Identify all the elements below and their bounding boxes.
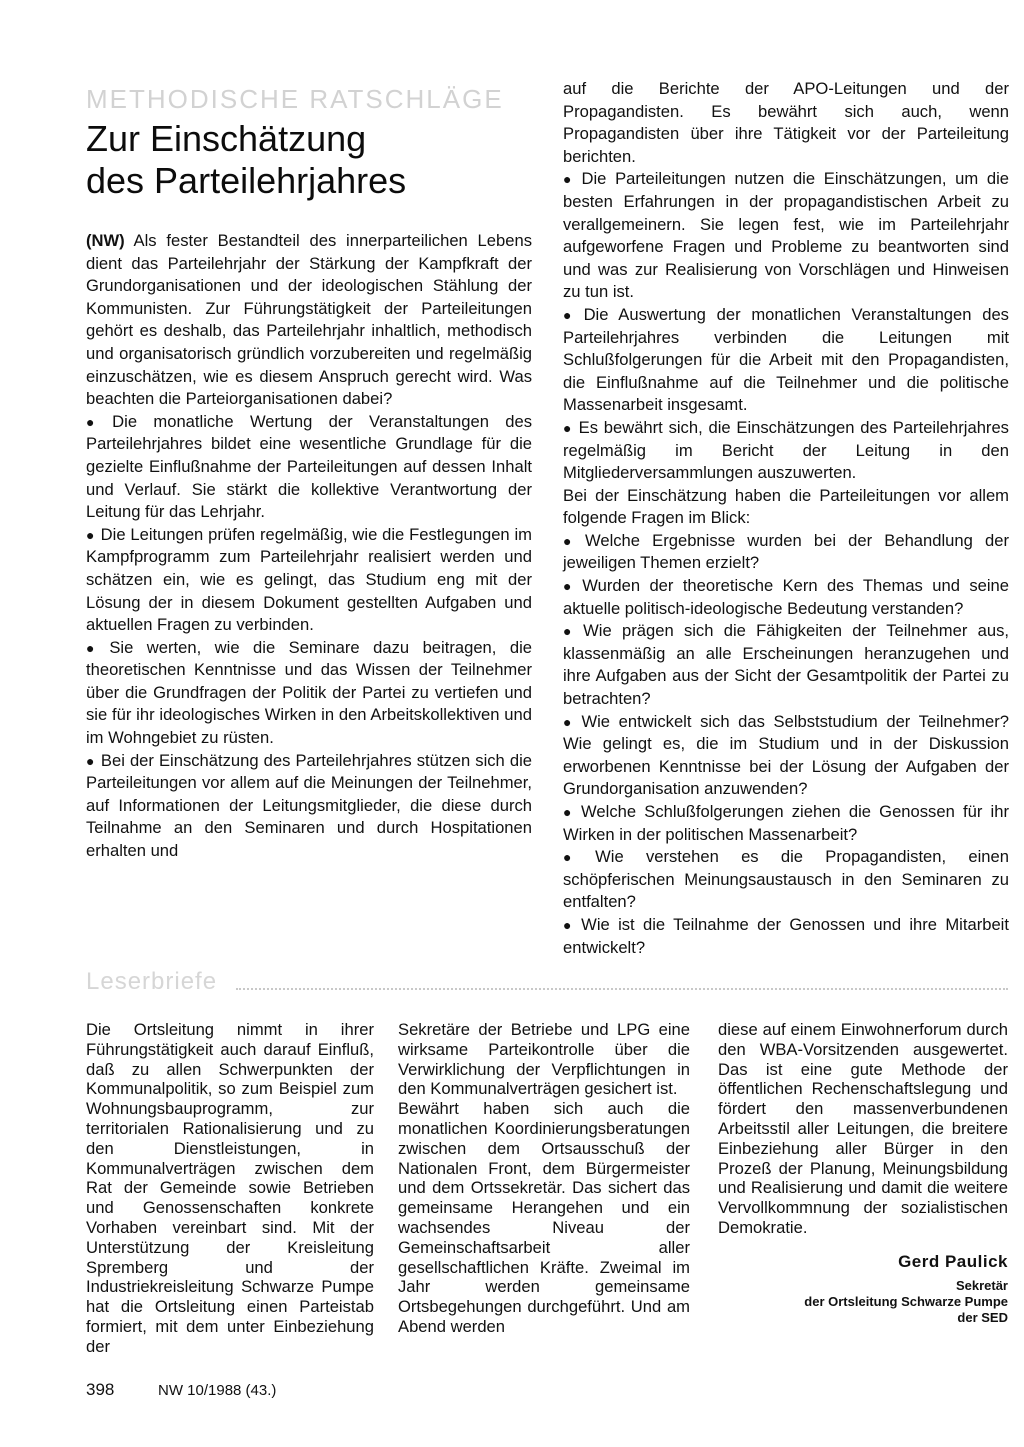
signature-name: Gerd Paulick xyxy=(898,1251,1008,1271)
signature-title-line: der Ortsleitung Schwarze Pumpe xyxy=(804,1293,1008,1309)
bullet-paragraph: ● Wie prägen sich die Fähigkeiten der Teilnehmer aus, klassenmäßig an alle Erscheinungen heranzugehen und ihre Aufgaben aus der Sicht der Gesamtpolitik der Partei zu betrachten? xyxy=(563,620,1009,710)
issue-reference: NW 10/1988 (43.) xyxy=(158,1382,277,1399)
letter-paragraph: Sekretäre der Betriebe und LPG eine wirksame Parteikontrolle über die Verwirklichung der Verpflichtungen in den Kommunalverträgen gesichert ist. xyxy=(398,1020,690,1099)
bullet-paragraph: ● Wie ist die Teilnahme der Genossen und ihre Mitarbeit entwickelt? xyxy=(563,914,1009,959)
bullet-paragraph: ● Bei der Einschätzung des Parteilehrjahres stützen sich die Parteileitungen vor allem auf die Meinungen der Teilnehmer, auf Informationen der Leitungsmitglieder, die diese durch Teilnahme an den Seminaren und durch Hospitationen erhalten und xyxy=(86,750,532,863)
intro-lead: (NW) xyxy=(86,231,125,250)
signature-title-line: der SED xyxy=(957,1309,1008,1325)
bullet-paragraph: ● Welche Schlußfolgerungen ziehen die Genossen für ihr Wirken in der politischen Massenarbeit? xyxy=(563,801,1009,846)
bullet-paragraph: ● Die monatliche Wertung der Veranstaltungen des Parteilehrjahres bildet eine wesentliche Grundlage für die gezielte Einflußnahme der Parteileitungen auf dessen Inhalt und Verlauf. Sie stärkt die kollektive Verantwortung der Leitung für das Lehrjahr. xyxy=(86,411,532,524)
letter-column-3 xyxy=(718,1020,1008,1326)
title-line-1: Zur Einschätzung xyxy=(86,118,367,159)
bullet-paragraph: ● Die Auswertung der monatlichen Veranstaltungen des Parteilehrjahres verbinden die Leitungen mit Schlußfolgerungen für die Arbeit mit den Propagandisten, die Einflußnahme auf die Teilnehmer und die politische Massenarbeit insgesamt. xyxy=(563,304,1009,417)
letter-paragraph: Bewährt haben sich auch die monatlichen Koordinierungsberatungen zwischen dem Ortsausschuß der Nationalen Front, dem Bürgermeister und dem Ortssekretär. Das sichert das gemeinsame Herangehen und ein wachsendes Niveau der Gemeinschaftsarbeit aller gesellschaftlichen Kräfte. Zweimal im Jahr werden gemeinsame Ortsbegehungen durchgeführt. Und am Abend werden xyxy=(398,1099,690,1336)
letters-section-header xyxy=(86,968,1008,1000)
letters-section-label: Leserbriefe xyxy=(86,968,218,995)
letter-paragraph: Die Ortsleitung nimmt in ihrer Führungstätigkeit auch darauf Einfluß, daß zu allen Schwerpunkten der Kommunalpolitik, so zum Beispiel zum Wohnungsbauprogramm, zur territorialen Rationalisierung und zu den Dienstleistungen, in Kommunalverträgen zwischen dem Rat der Gemeinde sowie Betrieben und Genossenschaften konkrete Vorhaben vereinbart sind. Mit der Unterstützung der Kreisleitung Spremberg und der Industriekreisleitung Schwarze Pumpe hat die Ortsleitung einen Parteistab formiert, mit dem unter Einbeziehung der xyxy=(86,1020,374,1356)
signature-title-line: Sekretär xyxy=(955,1277,1008,1293)
paragraph: auf die Berichte der APO-Leitungen und der Propagandisten. Es bewährt sich auch, wenn Propagandisten über ihre Tätigkeit vor der Parteileitung berichten. xyxy=(563,79,1009,166)
page-number: 398 xyxy=(86,1380,115,1399)
bullet-paragraph: ● Wurden der theoretische Kern des Themas und seine aktuelle politisch-ideologische Bedeutung verstanden? xyxy=(563,575,1009,620)
article-column-right xyxy=(563,78,1009,959)
dotted-rule xyxy=(236,988,1008,990)
article-column-left xyxy=(86,230,532,863)
bullet-paragraph: ● Wie entwickelt sich das Selbststudium der Teilnehmer? Wie gelingt es, die im Studium und in der Diskussion erworbenen Kenntnisse bei der Lösung der Aufgaben der Grundorganisation anzuwenden? xyxy=(563,711,1009,801)
bullet-paragraph: ● Welche Ergebnisse wurden bei der Behandlung der jeweiligen Themen erzielt? xyxy=(563,530,1009,575)
intro-text: Als fester Bestandteil des innerparteilichen Lebens dient das Parteilehrjahr der Stärkung der Kampfkraft der Grundorganisationen und der ideologischen Stählung der Kommunisten. Zur Führungstätigkeit der Parteileitungen gehört es deshalb, das Parteilehrjahr inhaltlich, methodisch und organisatorisch gründlich vorzubereiten und regelmäßig einzuschätzen, wie es diesem Anspruch gerecht wird. Was beachten die Parteiorganisationen dabei? xyxy=(86,231,532,409)
title-line-2: des Parteilehrjahres xyxy=(86,160,407,201)
letter-column-1 xyxy=(86,1020,374,1357)
intro-paragraph xyxy=(86,230,532,411)
bullet-paragraph: ● Es bewährt sich, die Einschätzungen des Parteilehrjahres regelmäßig im Bericht der Leitung in den Mitgliederversammlungen auszuwerten. xyxy=(563,417,1009,485)
bullet-paragraph: ● Die Parteileitungen nutzen die Einschätzungen, um die besten Erfahrungen in der propagandistischen Arbeit zu verallgemeinern. Sie legen fest, wie im Parteilehrjahr aufgeworfene Fragen und Probleme zu beantworten sind und was zur Realisierung von Vorschlägen und Hinweisen zu tun ist. xyxy=(563,168,1009,304)
letter-column-2 xyxy=(398,1020,690,1337)
signature-title xyxy=(718,1278,1008,1326)
bullet-paragraph: ● Sie werten, wie die Seminare dazu beitragen, die theoretischen Kenntnisse und das Wissen der Teilnehmer über die Grundfragen der Politik der Partei zu vertiefen und sie für ihr ideologisches Wirken in den Arbeitskollektiven und im Wohngebiet zu rüsten. xyxy=(86,637,532,750)
paragraph: Bei der Einschätzung haben die Parteileitungen vor allem folgende Fragen im Blick: xyxy=(563,485,1009,528)
article-title xyxy=(86,118,526,202)
bullet-paragraph: ● Die Leitungen prüfen regelmäßig, wie die Festlegungen im Kampfprogramm zum Parteilehrjahr realisiert werden und schätzen ein, wie es gelingt, das Studium eng mit der Lösung der in diesem Dokument gestellten Aufgaben und aktuellen Fragen zu verbinden. xyxy=(86,524,532,637)
section-kicker: METHODISCHE RATSCHLÄGE xyxy=(86,84,504,114)
bullet-paragraph: ● Wie verstehen es die Propagandisten, einen schöpferischen Meinungsaustausch in den Seminaren zu entfalten? xyxy=(563,846,1009,914)
letter-paragraph: diese auf einem Einwohnerforum durch den WBA-Vorsitzenden ausgewertet. Das ist eine gute Methode der öffentlichen Rechenschaftslegung und fördert den massenverbundenen Arbeitsstil aller Leitungen, die breitere Einbeziehung aller Bürger in den Prozeß der Planung, Meinungsbildung und Realisierung und damit die weitere Vervollkommnung der sozialistischen Demokratie. xyxy=(718,1020,1008,1237)
